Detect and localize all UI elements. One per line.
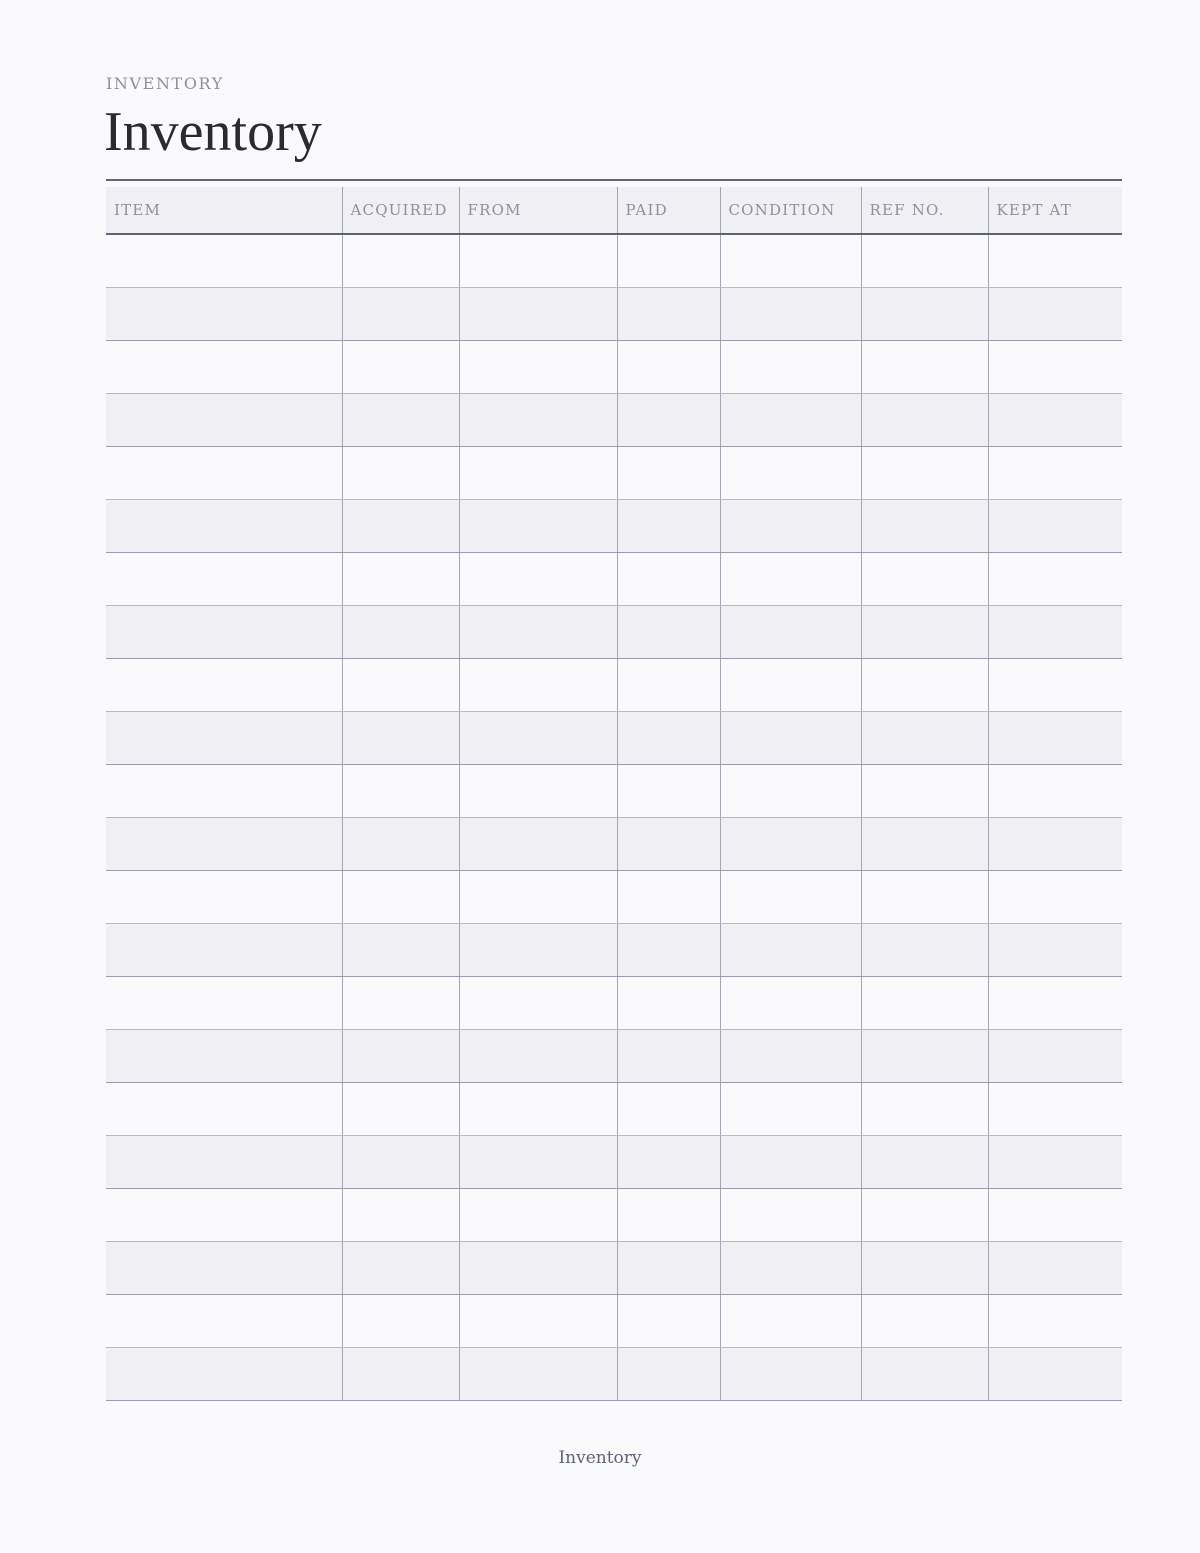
table-cell[interactable]	[861, 976, 988, 1029]
table-row	[106, 1294, 1122, 1347]
table-cell[interactable]	[106, 1082, 342, 1135]
table-row	[106, 552, 1122, 605]
table-row	[106, 1347, 1122, 1400]
table-cell[interactable]	[988, 870, 1122, 923]
table-row	[106, 976, 1122, 1029]
table-cell[interactable]	[342, 234, 459, 287]
table-cell[interactable]	[617, 1347, 720, 1400]
table-cell[interactable]	[459, 1082, 617, 1135]
table-cell[interactable]	[106, 1347, 342, 1400]
table-cell[interactable]	[720, 1135, 861, 1188]
table-cell[interactable]	[861, 764, 988, 817]
table-cell[interactable]	[720, 976, 861, 1029]
table-cell[interactable]	[617, 976, 720, 1029]
table-row	[106, 340, 1122, 393]
table-cell[interactable]	[342, 870, 459, 923]
table-row	[106, 393, 1122, 446]
column-header-from: FROM	[459, 187, 617, 234]
table-cell[interactable]	[106, 976, 342, 1029]
table-cell[interactable]	[861, 499, 988, 552]
table-cell[interactable]	[617, 499, 720, 552]
table-cell[interactable]	[988, 658, 1122, 711]
table-cell[interactable]	[720, 552, 861, 605]
table-cell[interactable]	[988, 1082, 1122, 1135]
table-cell[interactable]	[617, 658, 720, 711]
table-cell[interactable]	[617, 817, 720, 870]
table-cell[interactable]	[459, 234, 617, 287]
table-cell[interactable]	[106, 1188, 342, 1241]
table-cell[interactable]	[106, 552, 342, 605]
table-cell[interactable]	[861, 711, 988, 764]
table-cell[interactable]	[720, 234, 861, 287]
table-row	[106, 1029, 1122, 1082]
table-cell[interactable]	[988, 1294, 1122, 1347]
table-cell[interactable]	[617, 764, 720, 817]
table-cell[interactable]	[861, 1135, 988, 1188]
table-cell[interactable]	[617, 605, 720, 658]
table-cell[interactable]	[106, 446, 342, 499]
table-cell[interactable]	[617, 870, 720, 923]
table-cell[interactable]	[342, 605, 459, 658]
table-cell[interactable]	[861, 870, 988, 923]
table-cell[interactable]	[106, 870, 342, 923]
table-cell[interactable]	[988, 234, 1122, 287]
table-cell[interactable]	[617, 552, 720, 605]
table-cell[interactable]	[106, 287, 342, 340]
inventory-table	[106, 187, 1122, 1401]
table-cell[interactable]	[106, 1294, 342, 1347]
table-cell[interactable]	[861, 393, 988, 446]
table-cell[interactable]	[617, 1082, 720, 1135]
table-row	[106, 923, 1122, 976]
table-cell[interactable]	[459, 605, 617, 658]
table-cell[interactable]	[861, 234, 988, 287]
table-cell[interactable]	[106, 234, 342, 287]
table-cell[interactable]	[988, 711, 1122, 764]
table-cell[interactable]	[106, 817, 342, 870]
table-cell[interactable]	[459, 923, 617, 976]
table-cell[interactable]	[861, 605, 988, 658]
title-rule	[106, 179, 1122, 181]
table-cell[interactable]	[617, 1294, 720, 1347]
column-header-kept-at: KEPT AT	[988, 187, 1122, 234]
table-cell[interactable]	[988, 976, 1122, 1029]
table-row	[106, 711, 1122, 764]
table-cell[interactable]	[720, 1082, 861, 1135]
table-cell[interactable]	[861, 446, 988, 499]
table-cell[interactable]	[106, 340, 342, 393]
table-cell[interactable]	[106, 393, 342, 446]
column-header-condition: CONDITION	[720, 187, 861, 234]
table-cell[interactable]	[720, 605, 861, 658]
page-footer: Inventory	[558, 1448, 642, 1468]
table-cell[interactable]	[342, 658, 459, 711]
table-cell[interactable]	[617, 1241, 720, 1294]
table-cell[interactable]	[459, 1188, 617, 1241]
table-cell[interactable]	[988, 764, 1122, 817]
table-header-row	[106, 187, 1122, 234]
table-cell[interactable]	[106, 1241, 342, 1294]
table-cell[interactable]	[106, 499, 342, 552]
table-cell[interactable]	[106, 764, 342, 817]
table-cell[interactable]	[861, 923, 988, 976]
table-cell[interactable]	[861, 817, 988, 870]
table-cell[interactable]	[617, 340, 720, 393]
table-row	[106, 1188, 1122, 1241]
table-cell[interactable]	[861, 1029, 988, 1082]
table-cell[interactable]	[988, 552, 1122, 605]
table-cell[interactable]	[988, 393, 1122, 446]
table-cell[interactable]	[342, 499, 459, 552]
table-row	[106, 1241, 1122, 1294]
table-cell[interactable]	[342, 1029, 459, 1082]
table-cell[interactable]	[861, 658, 988, 711]
page-title: Inventory	[104, 101, 322, 163]
table-cell[interactable]	[988, 287, 1122, 340]
table-cell[interactable]	[459, 1241, 617, 1294]
table-cell[interactable]	[459, 499, 617, 552]
table-body	[106, 234, 1122, 1400]
table-cell[interactable]	[988, 446, 1122, 499]
column-header-ref-no: REF NO.	[861, 187, 988, 234]
table-cell[interactable]	[988, 817, 1122, 870]
table-cell[interactable]	[720, 446, 861, 499]
table-cell[interactable]	[459, 1347, 617, 1400]
table-cell[interactable]	[988, 1188, 1122, 1241]
table-cell[interactable]	[617, 446, 720, 499]
table-cell[interactable]	[720, 499, 861, 552]
table-cell[interactable]	[342, 817, 459, 870]
table-cell[interactable]	[617, 711, 720, 764]
table-cell[interactable]	[459, 1294, 617, 1347]
table-cell[interactable]	[861, 1188, 988, 1241]
table-cell[interactable]	[459, 658, 617, 711]
table-cell[interactable]	[459, 1029, 617, 1082]
table-cell[interactable]	[720, 711, 861, 764]
table-cell[interactable]	[342, 1294, 459, 1347]
table-cell[interactable]	[459, 340, 617, 393]
table-cell[interactable]	[342, 923, 459, 976]
table-cell[interactable]	[342, 764, 459, 817]
table-row	[106, 234, 1122, 287]
table-cell[interactable]	[342, 393, 459, 446]
table-cell[interactable]	[988, 1347, 1122, 1400]
table-row	[106, 287, 1122, 340]
table-cell[interactable]	[106, 1135, 342, 1188]
table-cell[interactable]	[342, 552, 459, 605]
table-cell[interactable]	[342, 1082, 459, 1135]
table-cell[interactable]	[617, 234, 720, 287]
table-cell[interactable]	[861, 287, 988, 340]
table-cell[interactable]	[988, 1135, 1122, 1188]
table-cell[interactable]	[720, 1347, 861, 1400]
table-row	[106, 446, 1122, 499]
table-cell[interactable]	[106, 711, 342, 764]
table-cell[interactable]	[617, 1188, 720, 1241]
table-cell[interactable]	[342, 287, 459, 340]
table-cell[interactable]	[459, 1135, 617, 1188]
table-cell[interactable]	[342, 1188, 459, 1241]
table-cell[interactable]	[988, 499, 1122, 552]
table-cell[interactable]	[861, 1347, 988, 1400]
table-cell[interactable]	[861, 1082, 988, 1135]
column-header-paid: PAID	[617, 187, 720, 234]
table-cell[interactable]	[459, 817, 617, 870]
table-cell[interactable]	[459, 976, 617, 1029]
table-cell[interactable]	[861, 1294, 988, 1347]
table-cell[interactable]	[988, 340, 1122, 393]
table-cell[interactable]	[861, 1241, 988, 1294]
table-cell[interactable]	[720, 870, 861, 923]
table-cell[interactable]	[720, 1188, 861, 1241]
table-cell[interactable]	[720, 1241, 861, 1294]
table-cell[interactable]	[720, 393, 861, 446]
table-cell[interactable]	[720, 764, 861, 817]
table-cell[interactable]	[342, 711, 459, 764]
table-cell[interactable]	[617, 393, 720, 446]
column-header-acquired: ACQUIRED	[342, 187, 459, 234]
table-row	[106, 605, 1122, 658]
table-cell[interactable]	[861, 340, 988, 393]
table-row	[106, 764, 1122, 817]
table-cell[interactable]	[988, 923, 1122, 976]
table-cell[interactable]	[861, 552, 988, 605]
table-cell[interactable]	[342, 976, 459, 1029]
table-cell[interactable]	[720, 817, 861, 870]
table-cell[interactable]	[106, 1029, 342, 1082]
table-row	[106, 658, 1122, 711]
table-cell[interactable]	[720, 658, 861, 711]
table-cell[interactable]	[459, 711, 617, 764]
page-eyebrow: INVENTORY	[106, 74, 224, 93]
table-cell[interactable]	[459, 446, 617, 499]
table-cell[interactable]	[720, 1029, 861, 1082]
table-cell[interactable]	[459, 764, 617, 817]
table-cell[interactable]	[106, 605, 342, 658]
column-header-item: ITEM	[106, 187, 342, 234]
table-cell[interactable]	[720, 287, 861, 340]
table-cell[interactable]	[342, 1241, 459, 1294]
table-cell[interactable]	[720, 1294, 861, 1347]
table-cell[interactable]	[459, 287, 617, 340]
table-cell[interactable]	[617, 1135, 720, 1188]
table-cell[interactable]	[459, 393, 617, 446]
table-cell[interactable]	[342, 340, 459, 393]
table-cell[interactable]	[342, 1135, 459, 1188]
table-row	[106, 817, 1122, 870]
table-cell[interactable]	[988, 1029, 1122, 1082]
table-row	[106, 1082, 1122, 1135]
table-cell[interactable]	[342, 446, 459, 499]
table-cell[interactable]	[617, 1029, 720, 1082]
table-row	[106, 1135, 1122, 1188]
table-cell[interactable]	[988, 1241, 1122, 1294]
table-cell[interactable]	[988, 605, 1122, 658]
table-cell[interactable]	[459, 870, 617, 923]
table-cell[interactable]	[342, 1347, 459, 1400]
table-cell[interactable]	[459, 552, 617, 605]
table-cell[interactable]	[617, 923, 720, 976]
table-cell[interactable]	[720, 923, 861, 976]
table-cell[interactable]	[106, 923, 342, 976]
table-cell[interactable]	[106, 658, 342, 711]
table-row	[106, 499, 1122, 552]
table-row	[106, 870, 1122, 923]
table-cell[interactable]	[617, 287, 720, 340]
table-cell[interactable]	[720, 340, 861, 393]
